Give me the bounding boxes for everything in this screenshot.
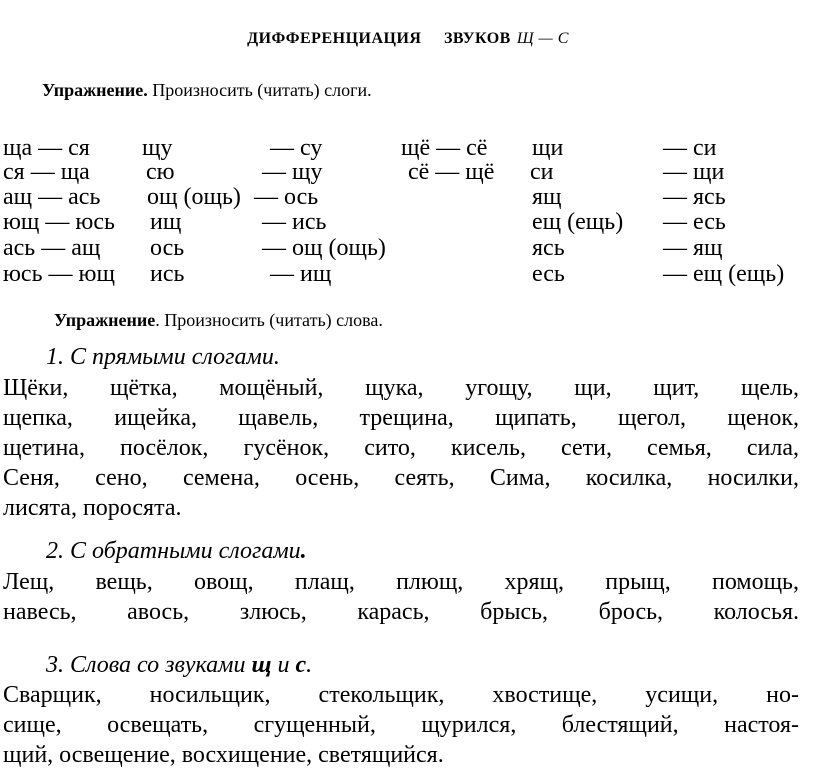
syllable-cell: — ещ (ещь) xyxy=(663,261,785,287)
syllable-cell: щи xyxy=(532,135,564,161)
syllable-cell: — есь xyxy=(663,209,726,235)
text-line: Сварщик, носильщик, стекольщик, хвостище, усищи, но- xyxy=(3,682,799,708)
syllable-cell: — ось xyxy=(254,184,319,210)
syllable-cell: ась — ащ xyxy=(3,235,101,261)
section-3-text xyxy=(3,680,799,770)
syllable-cell: — си xyxy=(663,135,717,161)
syllable-cell: ащ — ась xyxy=(3,184,101,210)
syllable-cell: щё — сё xyxy=(401,135,488,161)
syllable-cell: ясь xyxy=(532,235,565,261)
exercise-1-label: Упражнение. xyxy=(42,80,148,100)
syllable-cell: — ясь xyxy=(663,184,726,210)
title-main: ДИФФЕРЕНЦИАЦИЯ ЗВУКОВ xyxy=(247,30,511,47)
syllable-cell: юсь — ющ xyxy=(3,261,115,287)
syllable-cell: — ощ (ощь) xyxy=(262,235,386,261)
syllable-cell: — ись xyxy=(262,209,327,235)
syllable-cell: ся — ща xyxy=(3,159,90,185)
syllable-cell: ещ (ещь) xyxy=(532,209,624,235)
section-3-letter-s: с xyxy=(295,652,307,678)
syllable-cell: ощ (ощь) xyxy=(147,184,241,210)
section-2-text xyxy=(3,567,799,627)
text-line: Щёки, щётка, мощёный, щука, угощу, щи, щит, щель, xyxy=(3,375,799,401)
syllable-cell: ищ xyxy=(150,209,182,235)
exercise-2-text: . Произносить (читать) слова. xyxy=(155,310,383,330)
syllable-cell: сю xyxy=(146,159,175,185)
syllable-cell: — ищ xyxy=(270,261,332,287)
text-line: щий, освещение, восхищение, светящийся. xyxy=(3,742,444,768)
section-3-heading-text: 3. Слова со звуками xyxy=(46,652,252,678)
syllable-cell: — щи xyxy=(663,159,725,185)
text-line: щетина, посёлок, гусёнок, сито, кисель, сети, семья, сила, xyxy=(3,435,799,461)
section-3-heading xyxy=(46,652,312,679)
section-1-text xyxy=(3,373,799,523)
text-line: сище, освещать, сгущенный, щурился, блестящий, настоя- xyxy=(3,712,799,738)
section-3-letter-shch: щ xyxy=(251,652,272,678)
section-1-heading: 1. С прямыми слогами. xyxy=(46,344,280,370)
text-line: щепка, ищейка, щавель, трещина, щипать, щегол, щенок, xyxy=(3,405,799,431)
section-3-heading-and: и xyxy=(271,652,296,678)
text-line: навесь, авось, злюсь, карась, брысь, брось, колосья. xyxy=(3,599,799,625)
syllable-cell: — щу xyxy=(262,159,323,185)
text-line: лисята, поросята. xyxy=(3,495,182,521)
text-line: Лещ, вещь, овощ, плащ, плющ, хрящ, прыщ, помощь, xyxy=(3,569,799,595)
syllable-cell: ющ — юсь xyxy=(3,209,115,235)
section-3-heading-end: . xyxy=(306,652,313,678)
syllable-cell: ща — ся xyxy=(3,135,90,161)
syllable-cell: — су xyxy=(270,135,323,161)
exercise-2-instruction xyxy=(54,310,383,331)
section-2-heading-text: 2. С обратными слогами xyxy=(46,538,301,564)
section-2-heading xyxy=(46,538,307,565)
syllable-cell: ящ xyxy=(532,184,562,210)
text-line: Сеня, сено, семена, осень, сеять, Сима, косилка, носилки, xyxy=(3,465,799,491)
section-2-heading-end: . xyxy=(300,538,307,564)
syllable-cell: ись xyxy=(150,261,185,287)
syllable-cell: есь xyxy=(532,261,565,287)
syllable-cell: — ящ xyxy=(663,235,723,261)
syllable-cell: ось xyxy=(150,235,185,261)
title-sounds: Щ — С xyxy=(516,30,569,47)
syllable-cell: си xyxy=(530,159,554,185)
syllable-cell: сё — щё xyxy=(408,159,495,185)
syllable-cell: щу xyxy=(142,135,173,161)
page-title xyxy=(0,30,816,48)
exercise-1-text: Произносить (читать) слоги. xyxy=(152,80,372,100)
exercise-2-label: Упражнение xyxy=(54,310,156,330)
exercise-1-instruction xyxy=(42,80,372,101)
